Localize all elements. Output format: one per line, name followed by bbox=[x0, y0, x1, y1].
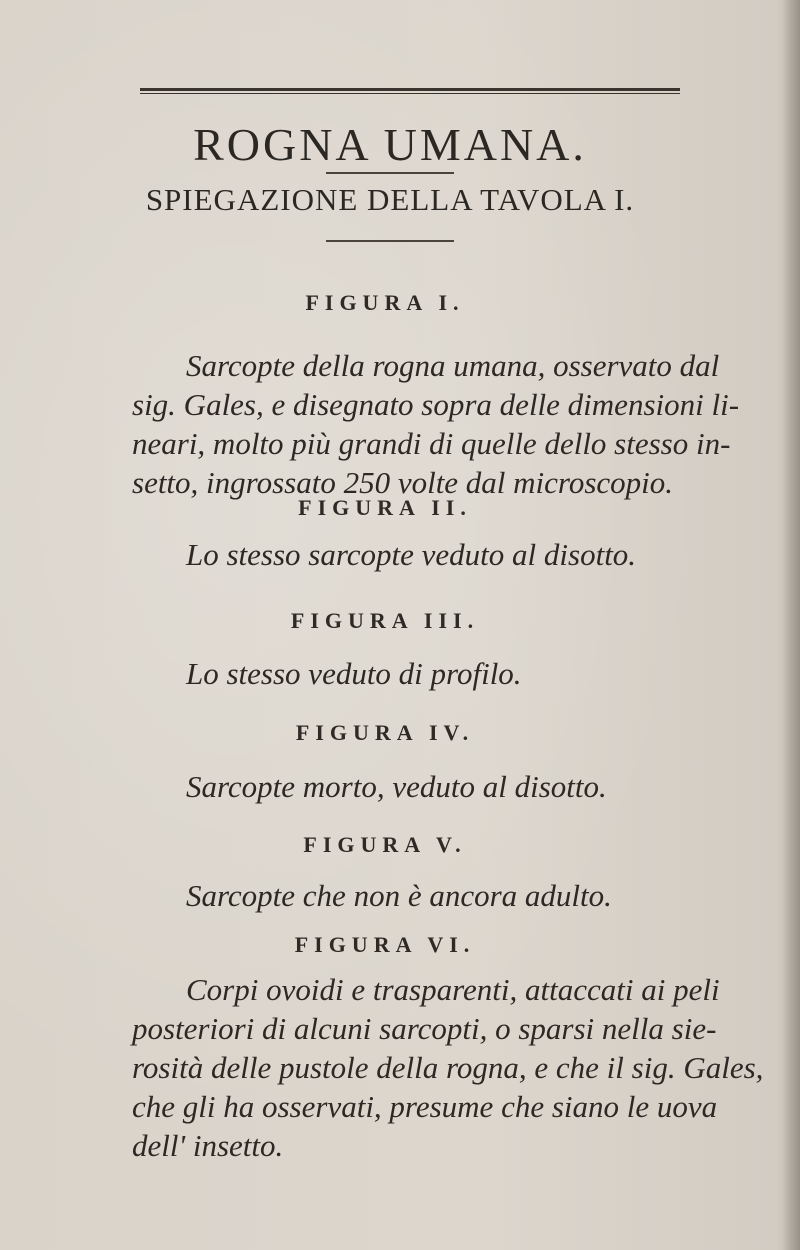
figure-6-heading: FIGURA VI. bbox=[294, 932, 476, 957]
top-rule-thin bbox=[140, 93, 680, 94]
figure-6-line-1: Corpi ovoidi e trasparenti, attaccati ai peli bbox=[186, 972, 720, 1007]
figure-1-caption bbox=[132, 346, 740, 502]
figure-1-heading: FIGURA I. bbox=[305, 290, 465, 315]
figure-5-heading: FIGURA V. bbox=[303, 832, 467, 857]
figure-4-line-1: Sarcopte morto, veduto al disotto. bbox=[186, 769, 607, 804]
top-double-rule bbox=[140, 88, 680, 95]
figure-3-line-1: Lo stesso veduto di profilo. bbox=[186, 656, 522, 691]
figure-2-heading: FIGURA II. bbox=[298, 495, 472, 520]
figure-3-caption bbox=[132, 654, 692, 693]
figure-1-line-4: setto, ingrossato 250 volte dal microscopio. bbox=[132, 465, 674, 500]
title-divider-rule bbox=[326, 172, 454, 174]
page-subtitle: SPIEGAZIONE DELLA TAVOLA I. bbox=[145, 182, 635, 217]
figure-3-heading: FIGURA III. bbox=[290, 608, 480, 633]
figure-6-line-3: rosità delle pustole della rogna, e che il sig. Gales, bbox=[132, 1050, 764, 1085]
figure-2-caption bbox=[132, 535, 692, 574]
figure-1-line-1: Sarcopte della rogna umana, osservato dal bbox=[186, 348, 720, 383]
figure-4-caption bbox=[132, 767, 692, 806]
figure-2-line-1: Lo stesso sarcopte veduto al disotto. bbox=[186, 537, 637, 572]
page-title: ROGNA UMANA. bbox=[193, 119, 587, 170]
figure-5-caption bbox=[132, 876, 692, 915]
top-rule-thick bbox=[140, 88, 680, 91]
figure-5-line-1: Sarcopte che non è ancora adulto. bbox=[186, 878, 612, 913]
figure-6-line-2: posteriori di alcuni sarcopti, o sparsi nella sie- bbox=[132, 1011, 717, 1046]
figure-4-heading: FIGURA IV. bbox=[295, 720, 475, 745]
figure-6-line-5: dell' insetto. bbox=[132, 1128, 284, 1163]
figure-1-line-3: neari, molto più grandi di quelle dello stesso in- bbox=[132, 426, 731, 461]
figure-1-line-2: sig. Gales, e disegnato sopra delle dimensioni li- bbox=[132, 387, 740, 422]
subtitle-divider-rule bbox=[326, 240, 454, 242]
figure-6-caption bbox=[132, 970, 764, 1165]
figure-6-line-4: che gli ha osservati, presume che siano le uova bbox=[132, 1089, 718, 1124]
